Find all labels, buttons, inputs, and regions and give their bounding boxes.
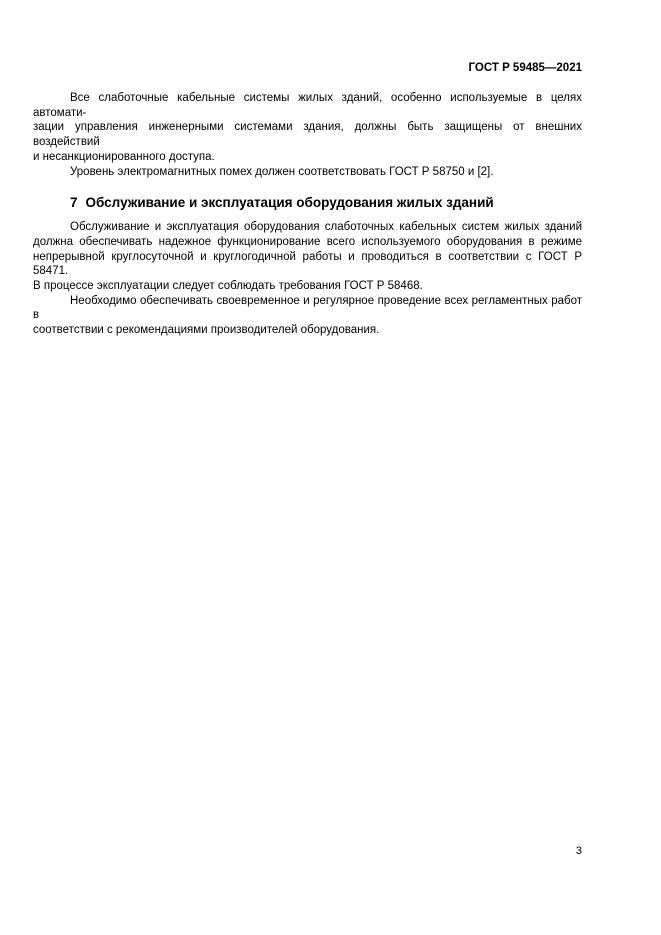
text-line: должна обеспечивать надежное функционирование всего используемого оборудования в режиме <box>33 235 582 248</box>
running-header: ГОСТ Р 59485—2021 <box>468 62 582 74</box>
text-line: соответствии с рекомендациями производителей оборудования. <box>33 324 380 337</box>
text-line: Необходимо обеспечивать своевременное и регулярное проведение всех регламентных работ в <box>33 294 582 322</box>
text-line: и несанкционированного доступа. <box>33 150 215 163</box>
section-heading <box>33 194 582 211</box>
paragraph-emc <box>33 165 582 180</box>
paragraph-maintenance <box>33 220 582 294</box>
text-line: Обслуживание и эксплуатация оборудования слаботочных кабельных систем жилых зданий <box>70 221 582 234</box>
page-content <box>33 62 582 338</box>
section-number: 7 <box>70 195 78 211</box>
paragraph-regulated-works <box>33 294 582 338</box>
paragraph-protection <box>33 91 582 165</box>
section-title: Обслуживание и эксплуатация оборудования жилых зданий <box>85 195 494 211</box>
text-line: Все слаботочные кабельные системы жилых зданий, особенно используемые в целях автомати- <box>33 92 582 119</box>
text-line: В процессе эксплуатации следует соблюдать требования ГОСТ Р 58468. <box>33 280 423 293</box>
text-line: непрерывной круглосуточной и круглогодичной работы и проводиться в соответствии с ГОСТ Р 58471. <box>33 250 582 278</box>
text-line: зации управления инженерными системами здания, должны быть защищены от внешних воздействий <box>33 121 582 149</box>
text-line: Уровень электромагнитных помех должен соответствовать ГОСТ Р 58750 и [2]. <box>70 165 494 178</box>
page-number: 3 <box>575 845 582 857</box>
